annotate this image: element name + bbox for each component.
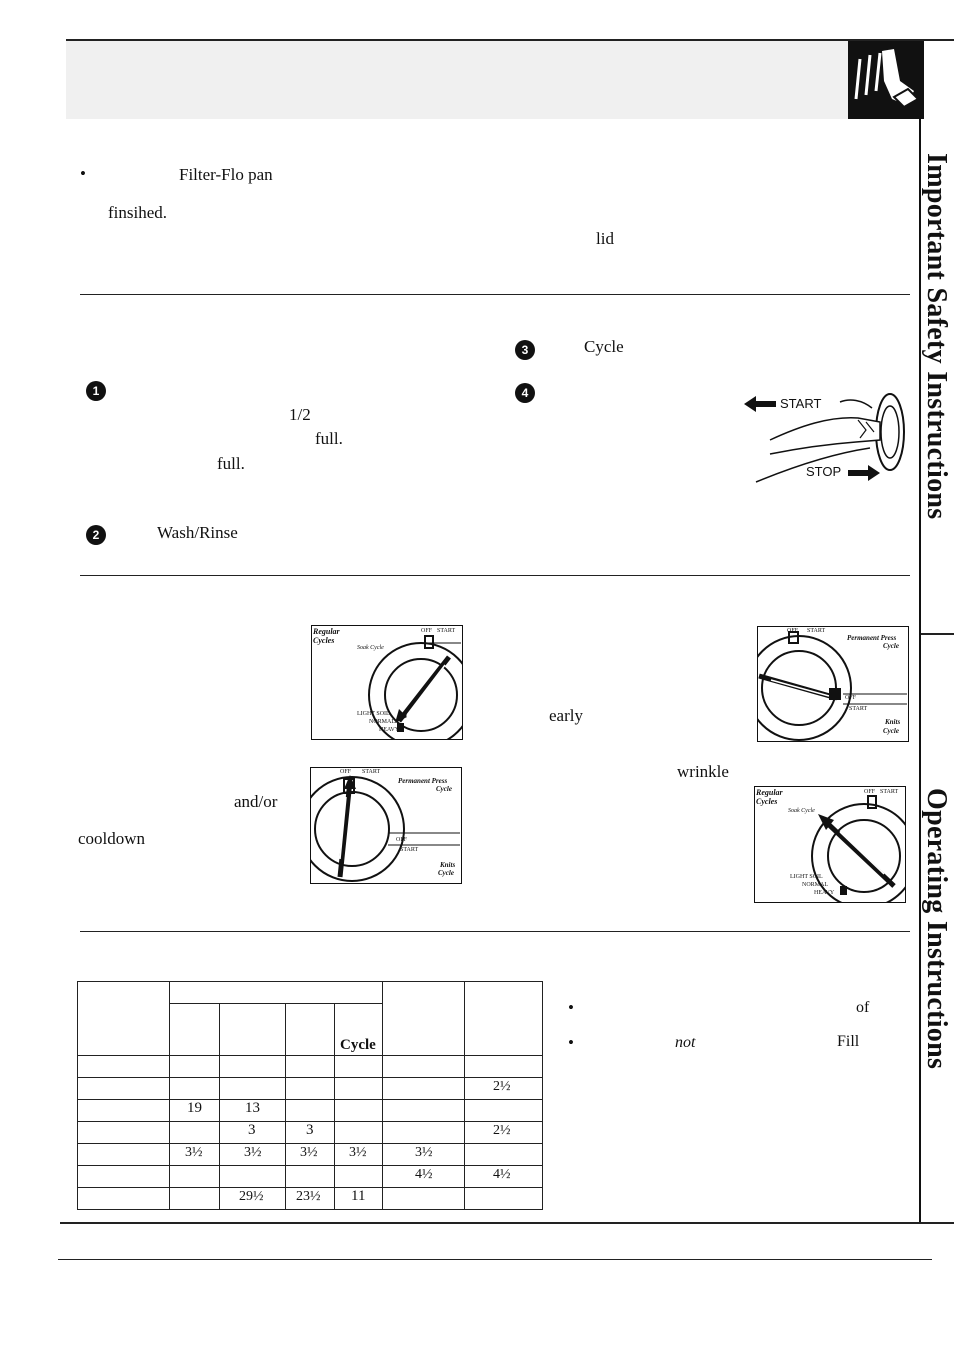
table-cell: 11	[351, 1188, 366, 1204]
section-rule-1	[80, 294, 910, 295]
cooldown-text: cooldown	[78, 829, 146, 848]
dial-c-off: OFF	[787, 628, 799, 634]
start-label: START	[780, 396, 822, 411]
dial-a-cycles: Cycles	[313, 636, 335, 645]
table-cell: 3½	[185, 1145, 203, 1160]
note-not: not	[675, 1034, 696, 1051]
dial-c-cycle: Cycle	[883, 642, 899, 650]
side-tick	[921, 633, 954, 635]
permanent-press-dial-b	[757, 626, 909, 742]
dial-d-cycles: Cycles	[756, 797, 778, 806]
filter-flo-text: Filter-Flo pan	[179, 165, 273, 184]
dial-b-cycle: Cycle	[436, 785, 452, 793]
table-cell: 3½	[415, 1145, 433, 1160]
dial-a-normal: NORMAL	[369, 719, 396, 725]
wash-rinse-text: Wash/Rinse	[157, 523, 238, 542]
dial-b-start: START	[362, 769, 381, 775]
early-text: early	[549, 706, 583, 725]
table-cell: 3½	[300, 1145, 318, 1160]
dial-a-regular: Regular	[313, 627, 340, 636]
dial-a-heavy: HEAVY	[379, 727, 400, 733]
dial-a-soak: Soak Cycle	[357, 645, 384, 651]
andor-text: and/or	[234, 792, 278, 811]
half-text: 1/2	[289, 405, 311, 424]
note-bullet-1: •	[568, 998, 574, 1017]
cycle-table	[77, 981, 544, 1211]
sidebar-title-operating: Operating Instructions	[921, 788, 952, 1070]
dial-b-start2: START	[400, 847, 419, 853]
footer-rule-1	[60, 1222, 954, 1224]
start-stop-illustration	[740, 382, 910, 492]
dial-a-light-soil: LIGHT SOIL	[357, 711, 390, 717]
permanent-press-dial-a	[310, 767, 462, 884]
full-text-2: full.	[217, 454, 245, 473]
table-cell: 23½	[296, 1189, 321, 1204]
dial-d-off: OFF	[864, 789, 876, 795]
dial-d-soak: Soak Cycle	[788, 808, 815, 814]
dial-c-start: START	[807, 628, 826, 634]
dial-a-off: OFF	[421, 628, 433, 634]
footer-rule-2	[58, 1259, 932, 1260]
sidebar-title-safety: Important Safety Instructions	[921, 153, 952, 520]
dial-c-off2: OFF	[845, 695, 857, 701]
table-cell: 2½	[493, 1079, 511, 1094]
table-cell: 3½	[349, 1145, 367, 1160]
table-cell: 2½	[493, 1123, 511, 1138]
dial-c-perm-press: Permanent Press	[847, 634, 897, 642]
table-cell: 3	[306, 1122, 314, 1138]
table-cell: 4½	[415, 1167, 433, 1182]
lid-text: lid	[596, 229, 614, 248]
dial-b-perm-press: Permanent Press	[398, 777, 448, 785]
regular-cycle-dial-b	[754, 786, 906, 903]
step-1-badge: 1	[86, 381, 106, 401]
table-cell: 19	[187, 1100, 202, 1116]
table-cell: 3½	[244, 1145, 262, 1160]
table-cell: 4½	[493, 1167, 511, 1182]
table-cell: 29½	[239, 1189, 264, 1204]
note-fill: Fill	[837, 1033, 860, 1050]
section-rule-2	[80, 575, 910, 576]
dial-b-off2: OFF	[396, 837, 408, 843]
stop-label: STOP	[806, 464, 842, 479]
cycle-text: Cycle	[584, 337, 624, 356]
dial-d-light-soil: LIGHT SOIL	[790, 874, 823, 880]
finished-text: finsihed.	[108, 203, 168, 222]
wrinkle-text: wrinkle	[677, 762, 729, 781]
dial-a-start: START	[437, 628, 456, 634]
dial-d-normal: NORMAL	[802, 882, 829, 888]
dial-d-regular: Regular	[756, 788, 783, 797]
table-header-cycle: Cycle	[340, 1037, 376, 1053]
table-cell: 13	[245, 1100, 260, 1116]
dial-c-knits: Knits	[885, 718, 901, 726]
dial-b-knits: Knits	[440, 861, 456, 869]
dial-b-knits-cycle: Cycle	[438, 869, 454, 877]
dial-d-start: START	[880, 789, 899, 795]
table-cell: 3	[248, 1122, 256, 1138]
note-of: of	[856, 999, 870, 1016]
section-rule-3	[80, 931, 910, 932]
dial-d-heavy: HEAVY	[814, 890, 835, 896]
header-band	[66, 41, 848, 119]
bullet: •	[80, 164, 86, 183]
step-2-badge: 2	[86, 525, 106, 545]
hand-pressing-button-icon	[848, 41, 924, 119]
dial-c-knits-cycle: Cycle	[883, 727, 899, 735]
step-4-badge: 4	[515, 383, 535, 403]
dial-c-start2: START	[849, 706, 868, 712]
regular-cycle-dial	[311, 625, 463, 740]
note-bullet-2: •	[568, 1033, 574, 1052]
dial-b-off: OFF	[340, 769, 352, 775]
step-3-badge: 3	[515, 340, 535, 360]
full-text-1: full.	[315, 429, 343, 448]
